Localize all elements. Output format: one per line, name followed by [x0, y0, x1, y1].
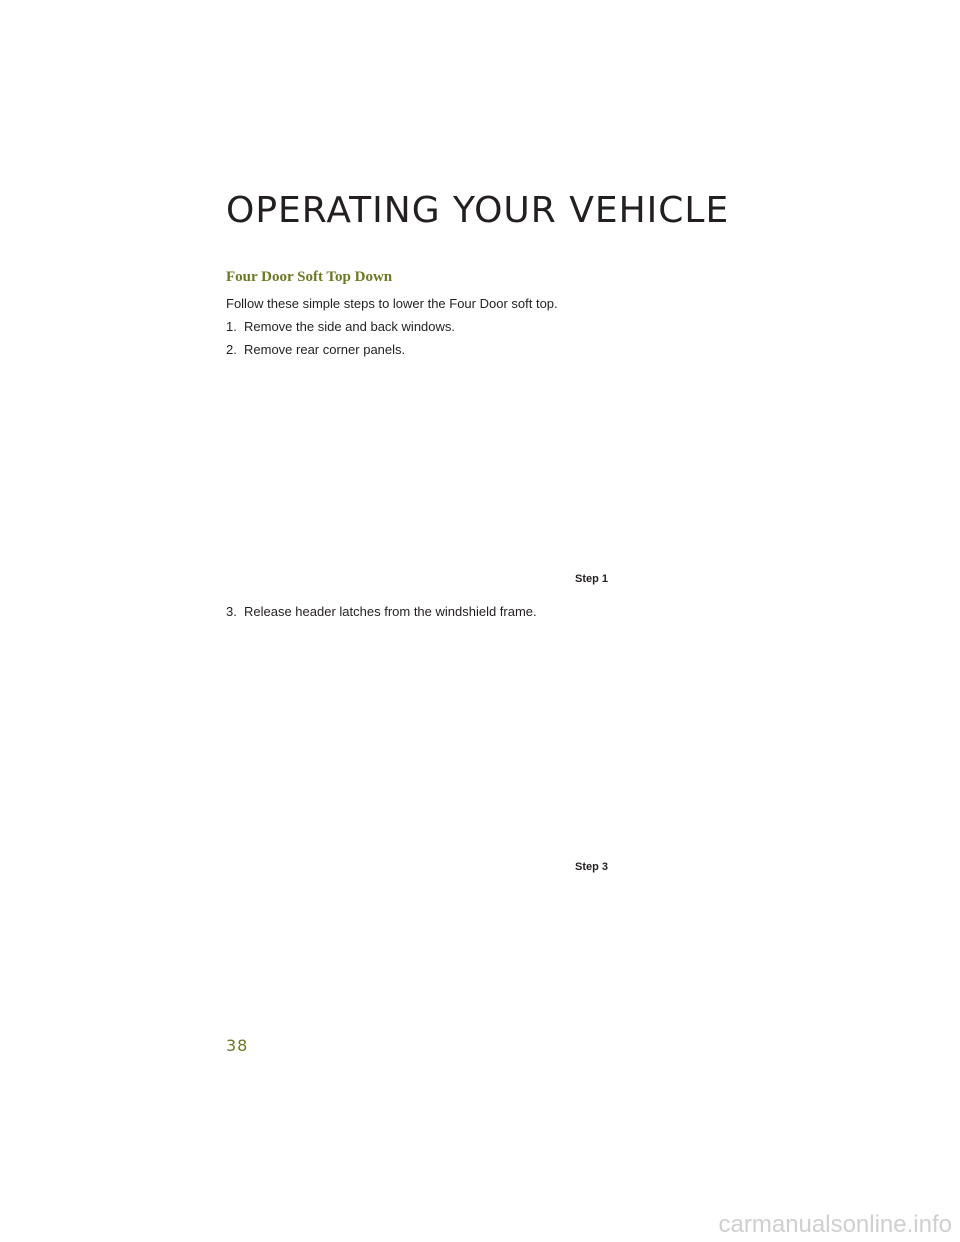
- figure-caption: Step 3: [574, 861, 608, 873]
- watermark: carmanualsonline.info: [718, 1211, 952, 1238]
- figure-step-3: [226, 630, 612, 874]
- step-text: Release header latches from the windshield frame.: [244, 604, 537, 619]
- figure-step-1: [226, 368, 612, 586]
- step-number: 2.: [226, 342, 237, 357]
- step-number: 3.: [226, 604, 237, 619]
- step-text: Remove the side and back windows.: [244, 319, 456, 334]
- step-text: Remove rear corner panels.: [244, 342, 406, 357]
- page-number: 38: [226, 1036, 249, 1055]
- intro-paragraph: Follow these simple steps to lower the Four Door soft top.: [226, 296, 558, 311]
- step-number: 1.: [226, 319, 237, 334]
- section-title: OPERATING YOUR VEHICLE: [226, 190, 730, 231]
- figure-caption: Step 1: [574, 573, 608, 585]
- step-item: [226, 341, 405, 359]
- step-item: [226, 603, 537, 621]
- step-item: [226, 318, 455, 336]
- subheading: Four Door Soft Top Down: [226, 269, 393, 285]
